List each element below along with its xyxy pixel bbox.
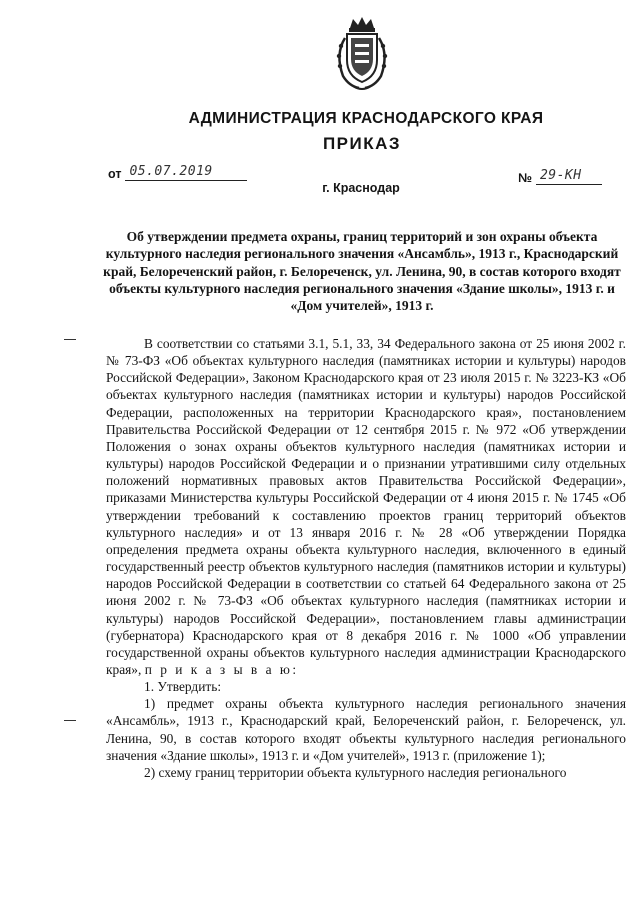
organization-name: АДМИНИСТРАЦИЯ КРАСНОДАРСКОГО КРАЯ [188,110,544,127]
city-name: г. Краснодар [322,181,400,195]
krasnodar-coat-of-arms-icon [333,16,391,92]
number-prefix: № [518,171,532,185]
margin-mark [64,339,76,340]
date-line [125,166,247,181]
date-prefix: от [108,167,122,181]
margin-mark [64,720,76,721]
item-1-1: 1) предмет охраны объекта культурного наследия регионального значения «Ансамбль», 1913 г., Краснодарский край, Белореченский район, г. Белореченск, ул. Ленина, 90, в состав которого входят объекты культурного наследия регионального значения «Здание школы», 1913 г. и «Дом учителей», 1913 г. (приложение 1); [106,696,626,763]
preamble-text: В соответствии со статьями 3.1, 5.1, 33, 34 Федерального закона от 25 июня 2002 г. № 73-ФЗ «Об объектах культурного наследия (памятниках истории и культуры) народов Российской Федерации», Законом Краснодарского края от 23 июля 2015 г. № 3223-КЗ «Об объектах культурного наследия (памятниках истории и культуры) народов Российской Федерации, расположенных на территории Краснодарского края», постановлением Правительства Российской Федерации от 12 сентября 2015 г. № 972 «Об утверждении Положения о зонах охраны объектов культурного наследия (памятниках истории и культуры) народов Российской Федерации и о признании утратившими силу отдельных положений нормативных правовых актов Правительства Российской Федерации», приказами Министерства культуры Российской Федерации от 4 июня 2015 г. № 1745 «Об утверждении требований к составлению проектов границ территорий объектов культурного наследия» и от 13 января 2016 г. № 28 «Об утверждении Порядка определения предмета охраны объекта культурного наследия, включенного в единый государственный реестр объектов культурного наследия (памятников истории и культуры) народов Российской Федерации в соответствии со статьей 64 Федерального закона от 25 июня 2002 г. № 73-ФЗ «Об объектах культурного наследия (памятниках истории и культуры) народов Российской Федерации», постановлением главы администрации (губернатора) Краснодарского края от 8 декабря 2016 г. № 1000 «Об управлении государственной охраны объектов культурного наследия администрации Краснодарского края», [106,336,626,677]
item-1: 1. Утвердить: [144,679,222,695]
document-body [106,335,626,781]
document-title: Об утверждении предмета охраны, границ территорий и зон охраны объекта культурного наследия регионального значения «Ансамбль», 1913 г., Краснодарский край, Белореченский район, г. Белореченск, ул. Ленина, 90, в состав которого входят объекты культурного наследия регионального значения «Здание школы», 1913 г. и «Дом учителей», 1913 г. [103,229,621,314]
order-word: п р и к а з ы в а ю: [144,661,299,677]
handwritten-number: 29-КН [539,168,582,183]
document-type: ПРИКАЗ [322,134,402,153]
handwritten-date: 05.07.2019 [129,164,213,179]
preamble-paragraph [106,335,626,678]
date-field [108,166,247,181]
item-1-2: 2) схему границ территории объекта культурного наследия регионального [144,764,567,780]
